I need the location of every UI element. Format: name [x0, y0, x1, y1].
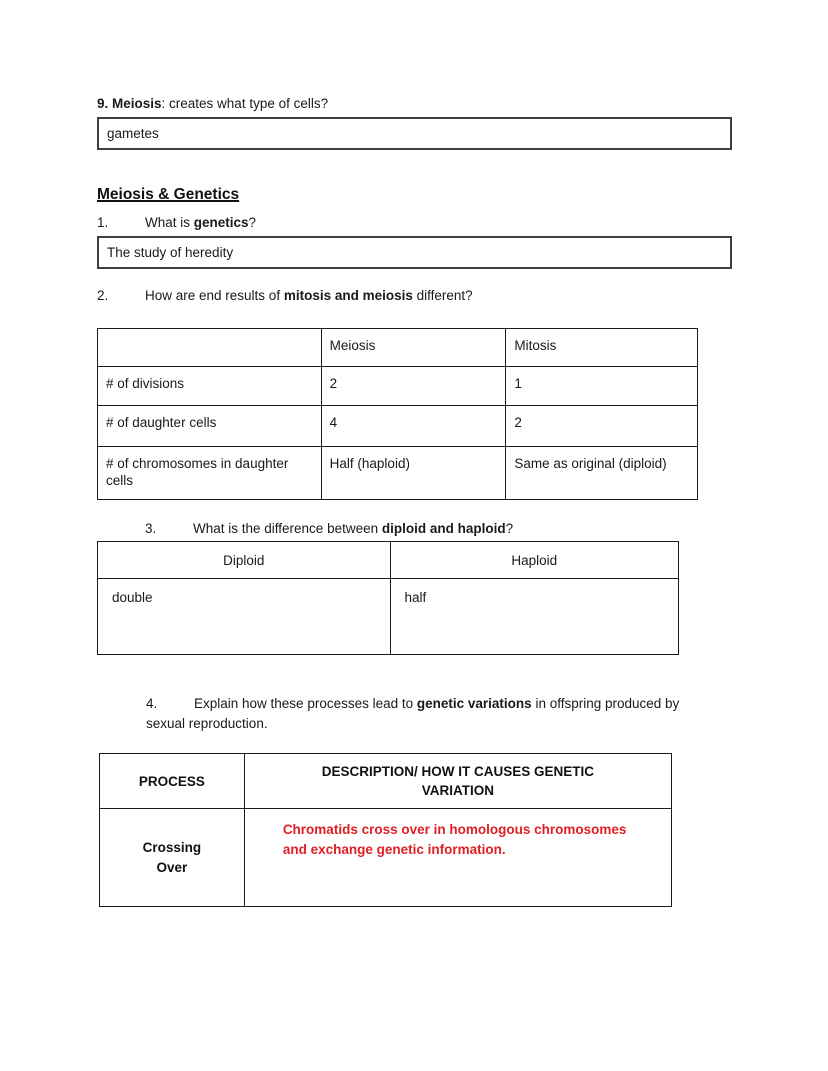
- question-9-term: 9. Meiosis: [97, 96, 162, 111]
- table-row: [98, 579, 679, 655]
- table-cell-blank: [98, 329, 322, 367]
- question-9-text: : creates what type of cells?: [161, 96, 329, 111]
- question-4-text: Explain how these processes lead to genetic variations in offspring produced by: [194, 696, 680, 711]
- diploid-haploid-table: [97, 541, 679, 655]
- process-name-cell: Crossing Over: [100, 809, 245, 907]
- table-header-diploid: Diploid: [98, 542, 391, 579]
- question-4-text-line2: sexual reproduction.: [146, 716, 268, 731]
- table-header-process: PROCESS: [100, 754, 245, 809]
- question-2-label: [97, 288, 731, 304]
- table-header-row: [100, 754, 672, 809]
- row-label: # of chromosomes in daughter cells: [98, 447, 322, 500]
- table-header-haploid: Haploid: [390, 542, 679, 579]
- question-3-label: [145, 521, 731, 537]
- red-answer-text: Chromatids cross over in homologous chromosomes and exchange genetic information.: [282, 822, 627, 857]
- table-row: [98, 447, 698, 500]
- question-1-answer-text: The study of heredity: [107, 245, 234, 260]
- question-9-label: [97, 96, 731, 112]
- table-cell-answer[interactable]: 1: [506, 367, 698, 406]
- table-header-description: DESCRIPTION/ HOW IT CAUSES GENETIC VARIATION: [244, 754, 671, 809]
- table-row: [98, 367, 698, 406]
- question-3-number: 3.: [145, 521, 157, 536]
- question-2-text: How are end results of mitosis and meiosis different?: [145, 288, 473, 303]
- question-3-text: What is the difference between diploid and haploid?: [193, 521, 514, 536]
- mitosis-meiosis-table: [97, 328, 698, 500]
- question-9-answer-box[interactable]: [97, 117, 732, 150]
- row-label: # of divisions: [98, 367, 322, 406]
- question-4-number: 4.: [146, 696, 158, 711]
- table-header-row: [98, 542, 679, 579]
- table-cell-answer[interactable]: Half (haploid): [321, 447, 506, 500]
- table-cell-answer[interactable]: double: [98, 579, 391, 655]
- section-heading: Meiosis & Genetics: [97, 186, 240, 203]
- question-4-label: [146, 694, 738, 734]
- table-cell-answer[interactable]: 2: [321, 367, 506, 406]
- genetic-variation-table: [99, 753, 672, 907]
- table-row: [98, 406, 698, 447]
- table-cell-answer[interactable]: Same as original (diploid): [506, 447, 698, 500]
- question-1-text: What is genetics?: [145, 215, 257, 230]
- question-2-number: 2.: [97, 288, 109, 303]
- table-cell-answer[interactable]: half: [390, 579, 679, 655]
- table-row: [100, 809, 672, 907]
- table-header-row: [98, 329, 698, 367]
- question-1-label: [97, 215, 731, 231]
- question-1-number: 1.: [97, 215, 109, 230]
- table-cell-answer[interactable]: 4: [321, 406, 506, 447]
- table-header-meiosis: Meiosis: [321, 329, 506, 367]
- table-cell-answer[interactable]: 2: [506, 406, 698, 447]
- question-1-answer-box[interactable]: [97, 236, 732, 269]
- table-cell-answer[interactable]: [244, 809, 671, 907]
- row-label: # of daughter cells: [98, 406, 322, 447]
- table-header-mitosis: Mitosis: [506, 329, 698, 367]
- question-9-answer-text: gametes: [107, 126, 159, 141]
